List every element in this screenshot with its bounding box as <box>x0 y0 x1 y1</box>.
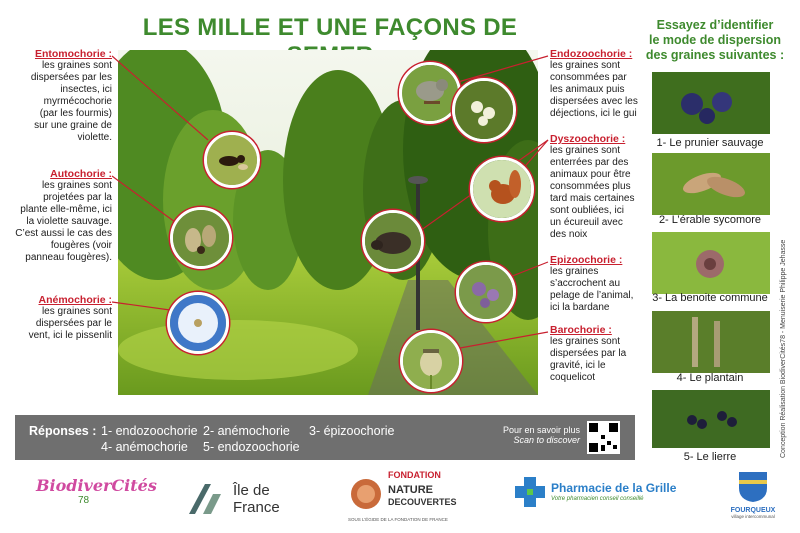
endozoochorie-label: Endozoochorie : <box>550 48 633 60</box>
dyszoochorie-text: les graines sont enterrées par des animaux pour être consommées plus tard mais certaines sont oubliées, ici un écureuil avec des noix <box>550 145 635 240</box>
quiz-item-5: 5- Le lierre <box>683 451 737 463</box>
quiz-title: Essayez d’identifier le mode de dispersion des graines suivantes : <box>645 18 785 62</box>
quiz-item-2: 2- L’érable sycomore <box>658 214 762 226</box>
qr-code[interactable] <box>587 421 620 454</box>
credit-agricole-logo: Île de France <box>185 480 305 520</box>
plantain-thumb <box>652 311 770 373</box>
violet-seed-circle <box>170 207 232 269</box>
entomochorie-label: Entomochorie : <box>34 48 112 60</box>
avens-thumb <box>652 232 770 294</box>
entomochorie-text: les graines sont dispersées par les insectes, ici myrmécochorie (par les fourmis) sur une graine de violette. <box>30 60 112 143</box>
answer-4: 4- anémochorie <box>101 440 188 454</box>
anemochorie-label: Anémochorie : <box>38 294 112 306</box>
quiz-item-4: 4- Le plantain <box>676 372 744 384</box>
answer-1: 1- endozoochorie <box>101 424 198 438</box>
answer-3: 3- épizoochorie <box>309 424 395 438</box>
ant-circle <box>204 132 260 188</box>
autochorie-text: les graines sont projetées par la plante elle-même, ici la violette sauvage. C’est aussi le cas des fougères (voir panneau fougères). <box>15 180 112 263</box>
autochorie-label: Autochorie : <box>50 168 112 180</box>
epizoochorie-text: les graines s’accrochent au pelage de l’animal, ici la bardane <box>550 266 634 313</box>
biodivercites-logo: BiodiverCités 78 <box>36 476 157 506</box>
more-info: Pour en savoir plus Scan to discover <box>502 425 580 445</box>
boar-circle <box>362 210 424 272</box>
burdock-circle <box>456 262 516 322</box>
mistletoe-circle <box>452 78 516 142</box>
barochorie-label: Barochorie : <box>550 324 612 336</box>
plum-thumb <box>652 72 770 134</box>
quiz-item-1: 1- Le prunier sauvage <box>656 137 764 149</box>
answer-2: 2- anémochorie <box>203 424 290 438</box>
endozoochorie-text: les graines sont consommées par les animaux puis dispersées avec les déjections, ici le gui <box>550 60 638 119</box>
sycamore-thumb <box>652 153 770 215</box>
dandelion-circle <box>167 292 229 354</box>
fourqueux-logo: FOURQUEUX village intercommunal <box>728 470 778 528</box>
anemochorie-text: les graines sont dispersées par le vent, ici le pissenlit <box>28 306 112 341</box>
answers-band <box>15 415 635 460</box>
page-title: LES MILLE ET UNE FAÇONS DE <box>142 14 518 41</box>
poppy-circle <box>400 330 462 392</box>
credit-text: Conception Réalisation BiodiverCités78 - Menuiserie Philippe Jehasse <box>780 239 787 458</box>
epizoochorie-label: Epizoochorie : <box>550 254 623 266</box>
ivy-thumb <box>652 390 770 448</box>
quiz-item-3: 3- La benoite commune <box>652 292 768 304</box>
dyszoochorie-label: Dyszoochorie : <box>550 133 626 145</box>
pharmacie-logo: Pharmacie de la Grille Votre pharmacien conseil conseillé <box>513 475 673 515</box>
squirrel-circle <box>470 157 534 221</box>
fondation-nature-logo: FONDATION NATURE DECOUVERTES SOUS L’ÉGIDE DE LA FONDATION DE FRANCE <box>348 470 457 522</box>
barochorie-text: les graines sont dispersées par la gravité, ici le coquelicot <box>550 336 627 383</box>
answer-5: 5- endozoochorie <box>203 440 300 454</box>
answers-label: Réponses : <box>29 424 97 438</box>
